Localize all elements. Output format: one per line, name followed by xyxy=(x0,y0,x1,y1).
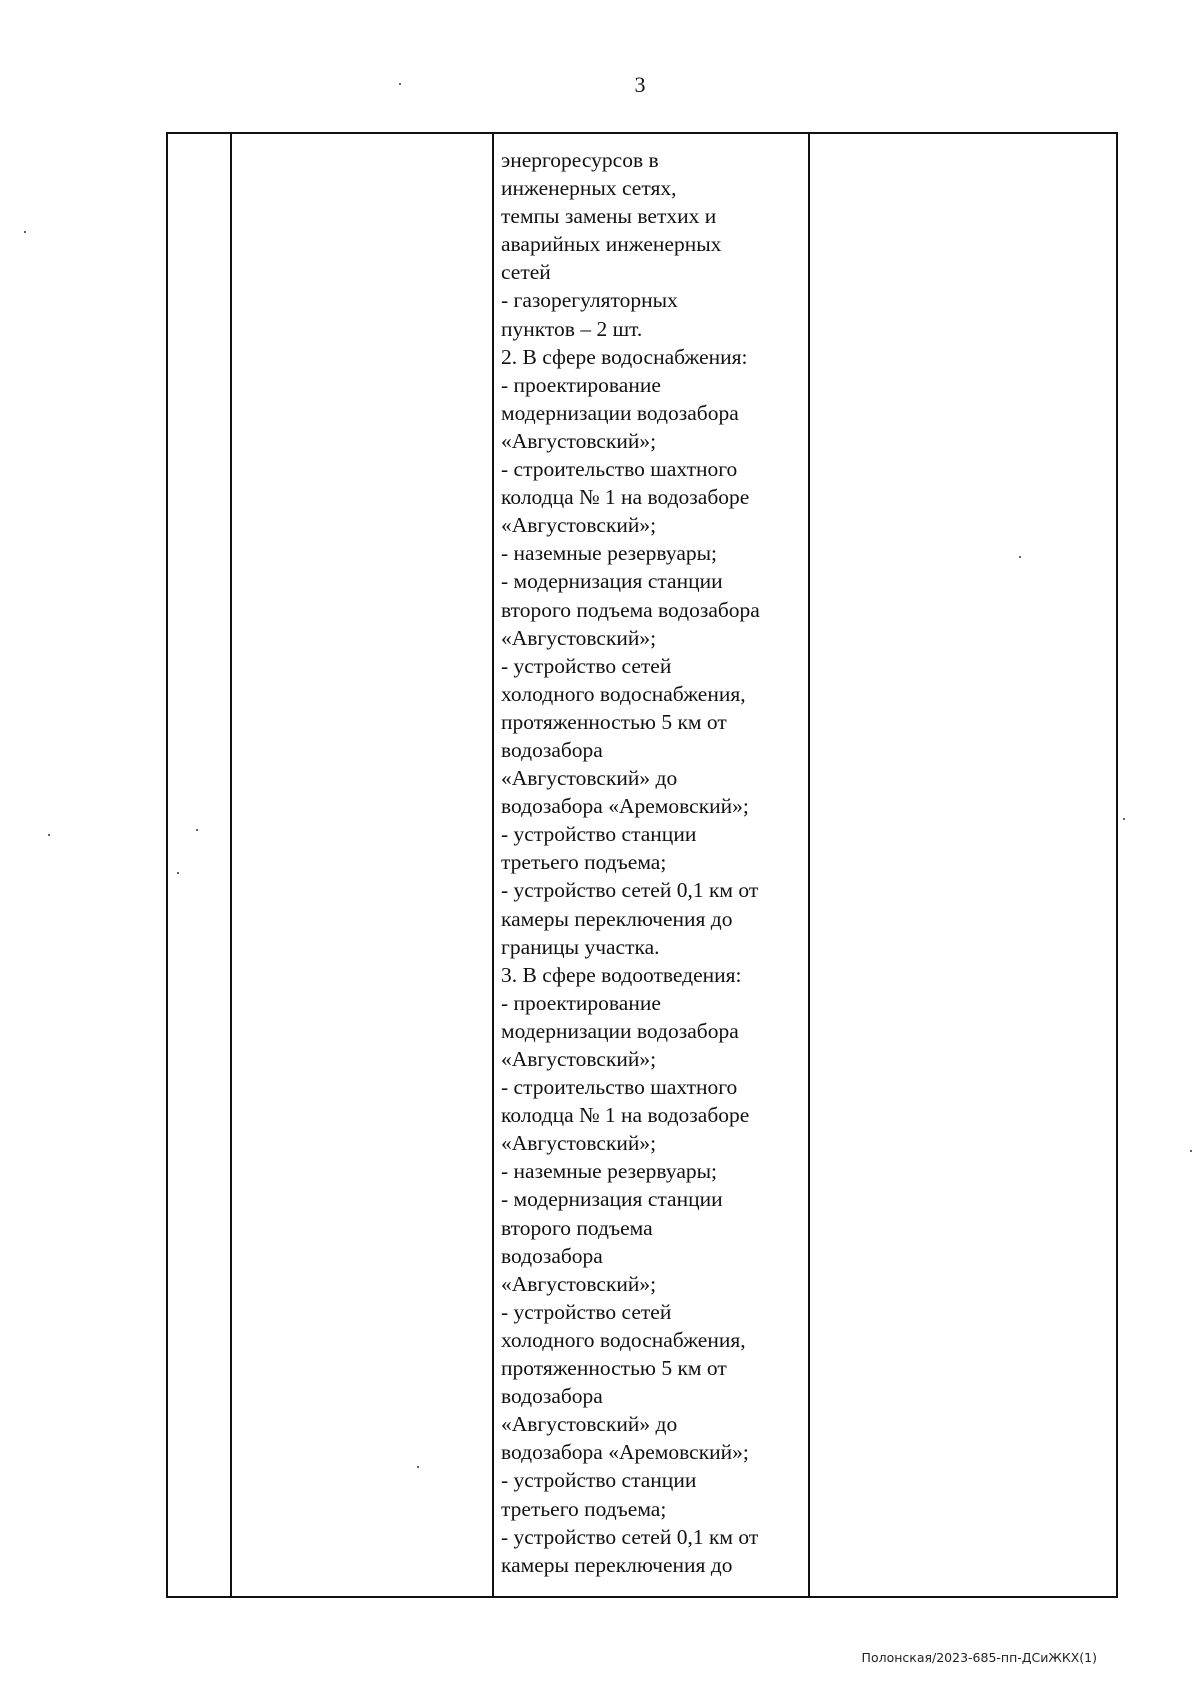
cell-text-line: холодного водоснабжения, xyxy=(501,1327,746,1352)
cell-text-line: протяженностью 5 км от xyxy=(501,709,727,734)
cell-text-line: темпы замены ветхих и xyxy=(501,204,717,229)
cell-text-line: модернизации водозабора xyxy=(501,400,739,425)
cell-text-line: - строительство шахтного xyxy=(501,457,738,482)
cell-text-line: - устройство сетей 0,1 км от xyxy=(501,1524,759,1549)
cell-text-line: камеры переключения до xyxy=(501,1552,733,1577)
cell-text-line: - устройство сетей xyxy=(501,653,672,678)
cell-text-line: «Августовский»; xyxy=(501,1271,657,1296)
cell-text-line: «Августовский»; xyxy=(501,625,657,650)
table-cell-measures xyxy=(501,146,806,1579)
cell-text-line: водозабора «Аремовский»; xyxy=(501,794,749,819)
cell-text-line: - строительство шахтного xyxy=(501,1075,738,1100)
cell-text-line: «Августовский»; xyxy=(501,428,657,453)
cell-text-line: колодца № 1 на водозаборе xyxy=(501,1103,750,1128)
cell-text-line: третьего подъема; xyxy=(501,850,667,875)
footer-reference: Полонская/2023-685-пп-ДСиЖКХ(1) xyxy=(861,1650,1097,1665)
cell-text-line: протяженностью 5 км от xyxy=(501,1356,727,1381)
cell-text-line: камеры переключения до xyxy=(501,906,733,931)
cell-text-line: сетей xyxy=(501,260,551,285)
cell-text-line: второго подъема xyxy=(501,1215,653,1240)
cell-text-line: - проектирование xyxy=(501,990,661,1015)
cell-text-line: - газорегуляторных xyxy=(501,288,678,313)
scan-speck xyxy=(1190,1150,1192,1152)
cell-text-line: границы участка. xyxy=(501,934,660,959)
cell-text-line: модернизации водозабора xyxy=(501,1018,739,1043)
page-number: 3 xyxy=(634,72,646,97)
cell-text-line: холодного водоснабжения, xyxy=(501,681,746,706)
cell-text-line: инженерных сетях, xyxy=(501,176,677,201)
cell-text-line: - устройство сетей xyxy=(501,1299,672,1324)
table-column-divider-3 xyxy=(808,134,810,1596)
cell-text-line: «Августовский»; xyxy=(501,1131,657,1156)
cell-text-line: пунктов – 2 шт. xyxy=(501,316,643,341)
cell-text-line: водозабора xyxy=(501,1384,603,1409)
cell-text-line: водозабора «Аремовский»; xyxy=(501,1440,749,1465)
cell-text-line: 3. В сфере водоотведения: xyxy=(501,962,742,987)
cell-text-line: - устройство станции xyxy=(501,822,697,847)
cell-text-line: - модернизация станции xyxy=(501,569,723,594)
cell-text-line: второго подъема водозабора xyxy=(501,597,760,622)
cell-text-line: - устройство станции xyxy=(501,1468,697,1493)
cell-text-line: энергоресурсов в xyxy=(501,148,659,172)
cell-text-line: «Августовский» до xyxy=(501,1412,678,1437)
cell-text-line: 2. В сфере водоснабжения: xyxy=(501,344,748,369)
scan-speck xyxy=(1019,556,1021,558)
scan-speck xyxy=(196,829,198,831)
cell-text-line: водозабора xyxy=(501,1243,603,1268)
cell-text-line: «Августовский»; xyxy=(501,1047,657,1071)
cell-text-line: третьего подъема; xyxy=(501,1496,667,1521)
table-column-divider-1 xyxy=(230,134,232,1596)
scan-speck xyxy=(417,1466,419,1468)
scan-speck xyxy=(1123,818,1125,820)
cell-text-line: аварийных инженерных xyxy=(501,232,722,257)
scan-speck xyxy=(24,231,26,233)
cell-text-line: водозабора xyxy=(501,737,603,762)
scan-speck xyxy=(48,834,50,836)
cell-text-line: «Августовский»; xyxy=(501,513,657,538)
cell-text-line: - проектирование xyxy=(501,372,661,397)
cell-text-line: - устройство сетей 0,1 км от xyxy=(501,878,759,903)
table-column-divider-2 xyxy=(492,134,494,1596)
cell-text-line: - наземные резервуары; xyxy=(501,1159,718,1184)
document-table xyxy=(166,132,1118,1598)
cell-text-line: колодца № 1 на водозаборе xyxy=(501,485,750,510)
cell-text-line: - наземные резервуары; xyxy=(501,541,718,566)
cell-text-line: «Августовский» до xyxy=(501,766,678,791)
scan-speck xyxy=(399,83,401,85)
cell-text-line: - модернизация станции xyxy=(501,1187,723,1212)
scan-speck xyxy=(177,872,179,874)
